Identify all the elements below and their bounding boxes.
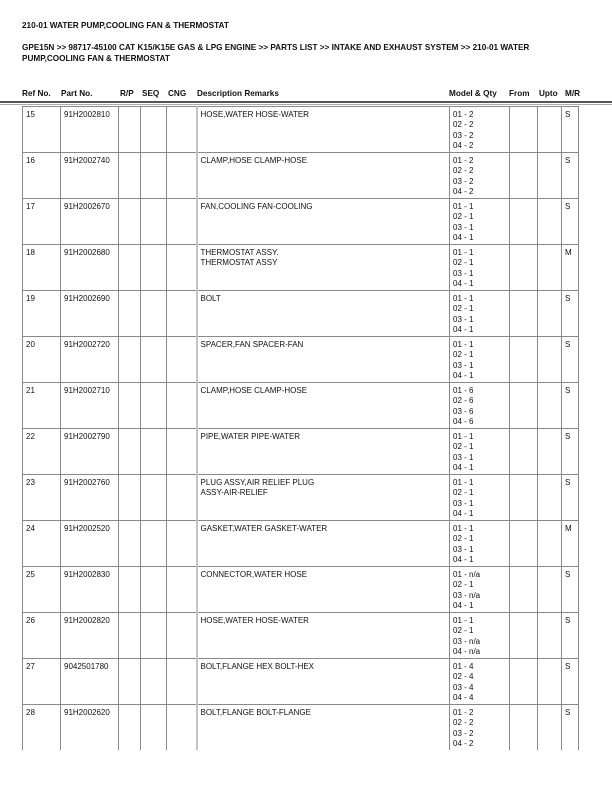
description-cell: [197, 613, 450, 659]
model-qty-line: 03 - 1: [453, 314, 474, 324]
part-number-cell: 91H2002620: [61, 705, 119, 751]
mr-cell: M: [562, 521, 579, 567]
part-number-cell: 91H2002710: [61, 383, 119, 429]
mr-cell: S: [562, 429, 579, 475]
model-qty-line: 03 - 1: [453, 544, 474, 554]
cng-cell: [167, 567, 197, 613]
ref-cell: 23: [23, 475, 61, 521]
col-header-cng: CNG: [168, 89, 187, 98]
table-row: [23, 245, 579, 291]
rp-cell: [119, 429, 141, 475]
rp-cell: [119, 613, 141, 659]
model-qty-line: 01 - 1: [453, 340, 474, 349]
model-qty-cell: [450, 199, 510, 245]
seq-cell: [141, 659, 167, 705]
upto-cell: [538, 705, 562, 751]
ref-cell: 18: [23, 245, 61, 291]
description-line: BOLT,FLANGE BOLT-FLANGE: [200, 708, 311, 717]
description-line: BOLT: [200, 294, 221, 303]
description-line: THERMOSTAT ASSY: [200, 258, 278, 268]
table-row: [23, 337, 579, 383]
col-header-part: Part No.: [61, 89, 93, 98]
ref-cell: 25: [23, 567, 61, 613]
description-cell: [197, 291, 450, 337]
model-qty-line: 03 - 1: [453, 268, 474, 278]
rp-cell: [119, 521, 141, 567]
parts-table: [22, 106, 579, 750]
model-qty-line: 02 - 1: [453, 350, 474, 360]
cng-cell: [167, 613, 197, 659]
mr-cell: S: [562, 383, 579, 429]
header-divider: [0, 101, 612, 103]
model-qty-line: 01 - 1: [453, 478, 474, 487]
upto-cell: [538, 245, 562, 291]
cng-cell: [167, 705, 197, 751]
table-row: [23, 107, 579, 153]
from-cell: [510, 153, 538, 199]
seq-cell: [141, 107, 167, 153]
model-qty-line: 04 - 2: [453, 140, 474, 150]
model-qty-line: 01 - 1: [453, 248, 474, 257]
from-cell: [510, 475, 538, 521]
description-line: BOLT,FLANGE HEX BOLT-HEX: [200, 662, 315, 671]
cng-cell: [167, 429, 197, 475]
part-number-cell: 91H2002670: [61, 199, 119, 245]
model-qty-line: 02 - 2: [453, 718, 474, 728]
from-cell: [510, 705, 538, 751]
from-cell: [510, 199, 538, 245]
model-qty-line: 04 - 1: [453, 508, 474, 518]
cng-cell: [167, 245, 197, 291]
upto-cell: [538, 107, 562, 153]
mr-cell: S: [562, 705, 579, 751]
col-header-seq: SEQ: [142, 89, 160, 98]
description-line: SPACER,FAN SPACER-FAN: [200, 340, 304, 349]
model-qty-line: 01 - n/a: [453, 570, 481, 579]
model-qty-line: 01 - 2: [453, 156, 474, 165]
part-number-cell: 91H2002790: [61, 429, 119, 475]
part-number-cell: 91H2002690: [61, 291, 119, 337]
table-row: [23, 199, 579, 245]
col-header-model-qty: Model & Qty: [449, 89, 497, 98]
model-qty-line: 03 - 2: [453, 728, 474, 738]
rp-cell: [119, 291, 141, 337]
mr-cell: S: [562, 659, 579, 705]
model-qty-line: 02 - 2: [453, 120, 474, 130]
model-qty-cell: [450, 475, 510, 521]
description-line: ASSY-AIR-RELIEF: [200, 488, 268, 498]
mr-cell: S: [562, 291, 579, 337]
description-line: PLUG ASSY,AIR RELIEF PLUG: [200, 478, 315, 487]
col-header-ref: Ref No.: [22, 89, 51, 98]
seq-cell: [141, 521, 167, 567]
mr-cell: S: [562, 567, 579, 613]
model-qty-line: 01 - 6: [453, 386, 474, 395]
model-qty-line: 03 - n/a: [453, 590, 481, 600]
cng-cell: [167, 107, 197, 153]
col-header-from: From: [509, 89, 530, 98]
col-header-desc: Description Remarks: [197, 89, 279, 98]
mr-cell: S: [562, 153, 579, 199]
model-qty-cell: [450, 383, 510, 429]
description-cell: [197, 245, 450, 291]
model-qty-line: 03 - n/a: [453, 636, 481, 646]
description-line: HOSE,WATER HOSE-WATER: [200, 616, 309, 625]
model-qty-cell: [450, 521, 510, 567]
rp-cell: [119, 153, 141, 199]
model-qty-line: 04 - n/a: [453, 646, 481, 656]
rp-cell: [119, 705, 141, 751]
model-qty-line: 03 - 6: [453, 406, 474, 416]
cng-cell: [167, 659, 197, 705]
description-cell: [197, 659, 450, 705]
from-cell: [510, 613, 538, 659]
ref-cell: 27: [23, 659, 61, 705]
model-qty-line: 01 - 1: [453, 294, 474, 303]
rp-cell: [119, 245, 141, 291]
description-line: PIPE,WATER PIPE-WATER: [200, 432, 301, 441]
model-qty-cell: [450, 705, 510, 751]
seq-cell: [141, 199, 167, 245]
mr-cell: M: [562, 245, 579, 291]
from-cell: [510, 245, 538, 291]
col-header-upto: Upto: [539, 89, 558, 98]
table-row: [23, 659, 579, 705]
cng-cell: [167, 199, 197, 245]
ref-cell: 21: [23, 383, 61, 429]
table-row: [23, 429, 579, 475]
ref-cell: 22: [23, 429, 61, 475]
ref-cell: 19: [23, 291, 61, 337]
table-row: [23, 613, 579, 659]
description-cell: [197, 705, 450, 751]
model-qty-line: 01 - 1: [453, 616, 474, 625]
table-row: [23, 705, 579, 751]
upto-cell: [538, 199, 562, 245]
upto-cell: [538, 429, 562, 475]
rp-cell: [119, 383, 141, 429]
from-cell: [510, 521, 538, 567]
model-qty-line: 04 - 2: [453, 738, 474, 748]
from-cell: [510, 429, 538, 475]
seq-cell: [141, 613, 167, 659]
seq-cell: [141, 475, 167, 521]
seq-cell: [141, 245, 167, 291]
model-qty-line: 02 - 1: [453, 626, 474, 636]
model-qty-cell: [450, 245, 510, 291]
model-qty-line: 04 - 2: [453, 186, 474, 196]
model-qty-line: 04 - 1: [453, 554, 474, 564]
model-qty-cell: [450, 153, 510, 199]
model-qty-line: 04 - 1: [453, 278, 474, 288]
cng-cell: [167, 521, 197, 567]
model-qty-line: 02 - 1: [453, 442, 474, 452]
from-cell: [510, 337, 538, 383]
description-cell: [197, 521, 450, 567]
rp-cell: [119, 337, 141, 383]
model-qty-line: 02 - 1: [453, 534, 474, 544]
upto-cell: [538, 613, 562, 659]
model-qty-cell: [450, 429, 510, 475]
ref-cell: 15: [23, 107, 61, 153]
model-qty-line: 02 - 1: [453, 580, 474, 590]
table-row: [23, 521, 579, 567]
model-qty-line: 04 - 6: [453, 416, 474, 426]
breadcrumb: GPE15N >> 98717-45100 CAT K15/K15E GAS & LPG ENGINE >> PARTS LIST >> INTAKE AND EXHAUST SYSTEM >> 210-01 WATER PUMP,COOLING FAN & THERMOSTAT: [22, 43, 530, 63]
model-qty-cell: [450, 613, 510, 659]
description-cell: [197, 383, 450, 429]
cng-cell: [167, 153, 197, 199]
model-qty-line: 02 - 1: [453, 212, 474, 222]
table-row: [23, 475, 579, 521]
model-qty-line: 03 - 4: [453, 682, 474, 692]
seq-cell: [141, 429, 167, 475]
model-qty-line: 01 - 2: [453, 708, 474, 717]
description-line: CLAMP,HOSE CLAMP-HOSE: [200, 156, 308, 165]
mr-cell: S: [562, 337, 579, 383]
upto-cell: [538, 567, 562, 613]
model-qty-line: 01 - 4: [453, 662, 474, 671]
part-number-cell: 91H2002830: [61, 567, 119, 613]
rp-cell: [119, 567, 141, 613]
cng-cell: [167, 383, 197, 429]
rp-cell: [119, 475, 141, 521]
mr-cell: S: [562, 475, 579, 521]
part-number-cell: 91H2002720: [61, 337, 119, 383]
seq-cell: [141, 705, 167, 751]
ref-cell: 16: [23, 153, 61, 199]
upto-cell: [538, 291, 562, 337]
model-qty-line: 04 - 1: [453, 370, 474, 380]
model-qty-line: 02 - 1: [453, 488, 474, 498]
part-number-cell: 91H2002740: [61, 153, 119, 199]
mr-cell: S: [562, 107, 579, 153]
cng-cell: [167, 475, 197, 521]
ref-cell: 24: [23, 521, 61, 567]
upto-cell: [538, 383, 562, 429]
model-qty-line: 04 - 1: [453, 600, 474, 610]
seq-cell: [141, 291, 167, 337]
model-qty-line: 04 - 1: [453, 232, 474, 242]
description-line: FAN,COOLING FAN-COOLING: [200, 202, 313, 211]
mr-cell: S: [562, 199, 579, 245]
ref-cell: 28: [23, 705, 61, 751]
table-row: [23, 291, 579, 337]
from-cell: [510, 383, 538, 429]
description-line: CONNECTOR,WATER HOSE: [200, 570, 308, 579]
upto-cell: [538, 659, 562, 705]
model-qty-line: 02 - 1: [453, 258, 474, 268]
part-number-cell: 9042501780: [61, 659, 119, 705]
upto-cell: [538, 337, 562, 383]
ref-cell: 26: [23, 613, 61, 659]
description-cell: [197, 337, 450, 383]
model-qty-line: 01 - 1: [453, 202, 474, 211]
from-cell: [510, 107, 538, 153]
model-qty-line: 03 - 1: [453, 360, 474, 370]
upto-cell: [538, 153, 562, 199]
model-qty-line: 03 - 1: [453, 452, 474, 462]
model-qty-cell: [450, 567, 510, 613]
description-cell: [197, 199, 450, 245]
rp-cell: [119, 659, 141, 705]
model-qty-cell: [450, 659, 510, 705]
col-header-mr: M/R: [565, 89, 581, 98]
upto-cell: [538, 475, 562, 521]
description-cell: [197, 567, 450, 613]
mr-cell: S: [562, 613, 579, 659]
model-qty-cell: [450, 291, 510, 337]
col-header-rp: R/P: [120, 89, 134, 98]
seq-cell: [141, 153, 167, 199]
model-qty-cell: [450, 337, 510, 383]
seq-cell: [141, 383, 167, 429]
model-qty-cell: [450, 107, 510, 153]
rp-cell: [119, 199, 141, 245]
rp-cell: [119, 107, 141, 153]
part-number-cell: 91H2002520: [61, 521, 119, 567]
table-row: [23, 383, 579, 429]
from-cell: [510, 659, 538, 705]
model-qty-line: 03 - 1: [453, 498, 474, 508]
model-qty-line: 01 - 2: [453, 110, 474, 119]
model-qty-line: 02 - 6: [453, 396, 474, 406]
table-row: [23, 153, 579, 199]
model-qty-line: 04 - 1: [453, 324, 474, 334]
model-qty-line: 02 - 1: [453, 304, 474, 314]
description-cell: [197, 107, 450, 153]
page-title: 210-01 WATER PUMP,COOLING FAN & THERMOSTAT: [22, 21, 229, 30]
part-number-cell: 91H2002680: [61, 245, 119, 291]
table-row: [23, 567, 579, 613]
seq-cell: [141, 567, 167, 613]
header-divider-shadow: [0, 104, 612, 105]
cng-cell: [167, 291, 197, 337]
description-line: HOSE,WATER HOSE-WATER: [200, 110, 309, 119]
part-number-cell: 91H2002760: [61, 475, 119, 521]
model-qty-line: 02 - 4: [453, 672, 474, 682]
description-cell: [197, 475, 450, 521]
part-number-cell: 91H2002820: [61, 613, 119, 659]
cng-cell: [167, 337, 197, 383]
model-qty-line: 04 - 4: [453, 692, 474, 702]
ref-cell: 20: [23, 337, 61, 383]
from-cell: [510, 291, 538, 337]
model-qty-line: 01 - 1: [453, 432, 474, 441]
part-number-cell: 91H2002810: [61, 107, 119, 153]
model-qty-line: 04 - 1: [453, 462, 474, 472]
seq-cell: [141, 337, 167, 383]
model-qty-line: 02 - 2: [453, 166, 474, 176]
model-qty-line: 03 - 1: [453, 222, 474, 232]
description-line: GASKET,WATER GASKET-WATER: [200, 524, 328, 533]
description-cell: [197, 429, 450, 475]
model-qty-line: 03 - 2: [453, 130, 474, 140]
model-qty-line: 01 - 1: [453, 524, 474, 533]
model-qty-line: 03 - 2: [453, 176, 474, 186]
description-line: CLAMP,HOSE CLAMP-HOSE: [200, 386, 308, 395]
upto-cell: [538, 521, 562, 567]
from-cell: [510, 567, 538, 613]
ref-cell: 17: [23, 199, 61, 245]
description-cell: [197, 153, 450, 199]
description-line: THERMOSTAT ASSY.: [200, 248, 279, 257]
